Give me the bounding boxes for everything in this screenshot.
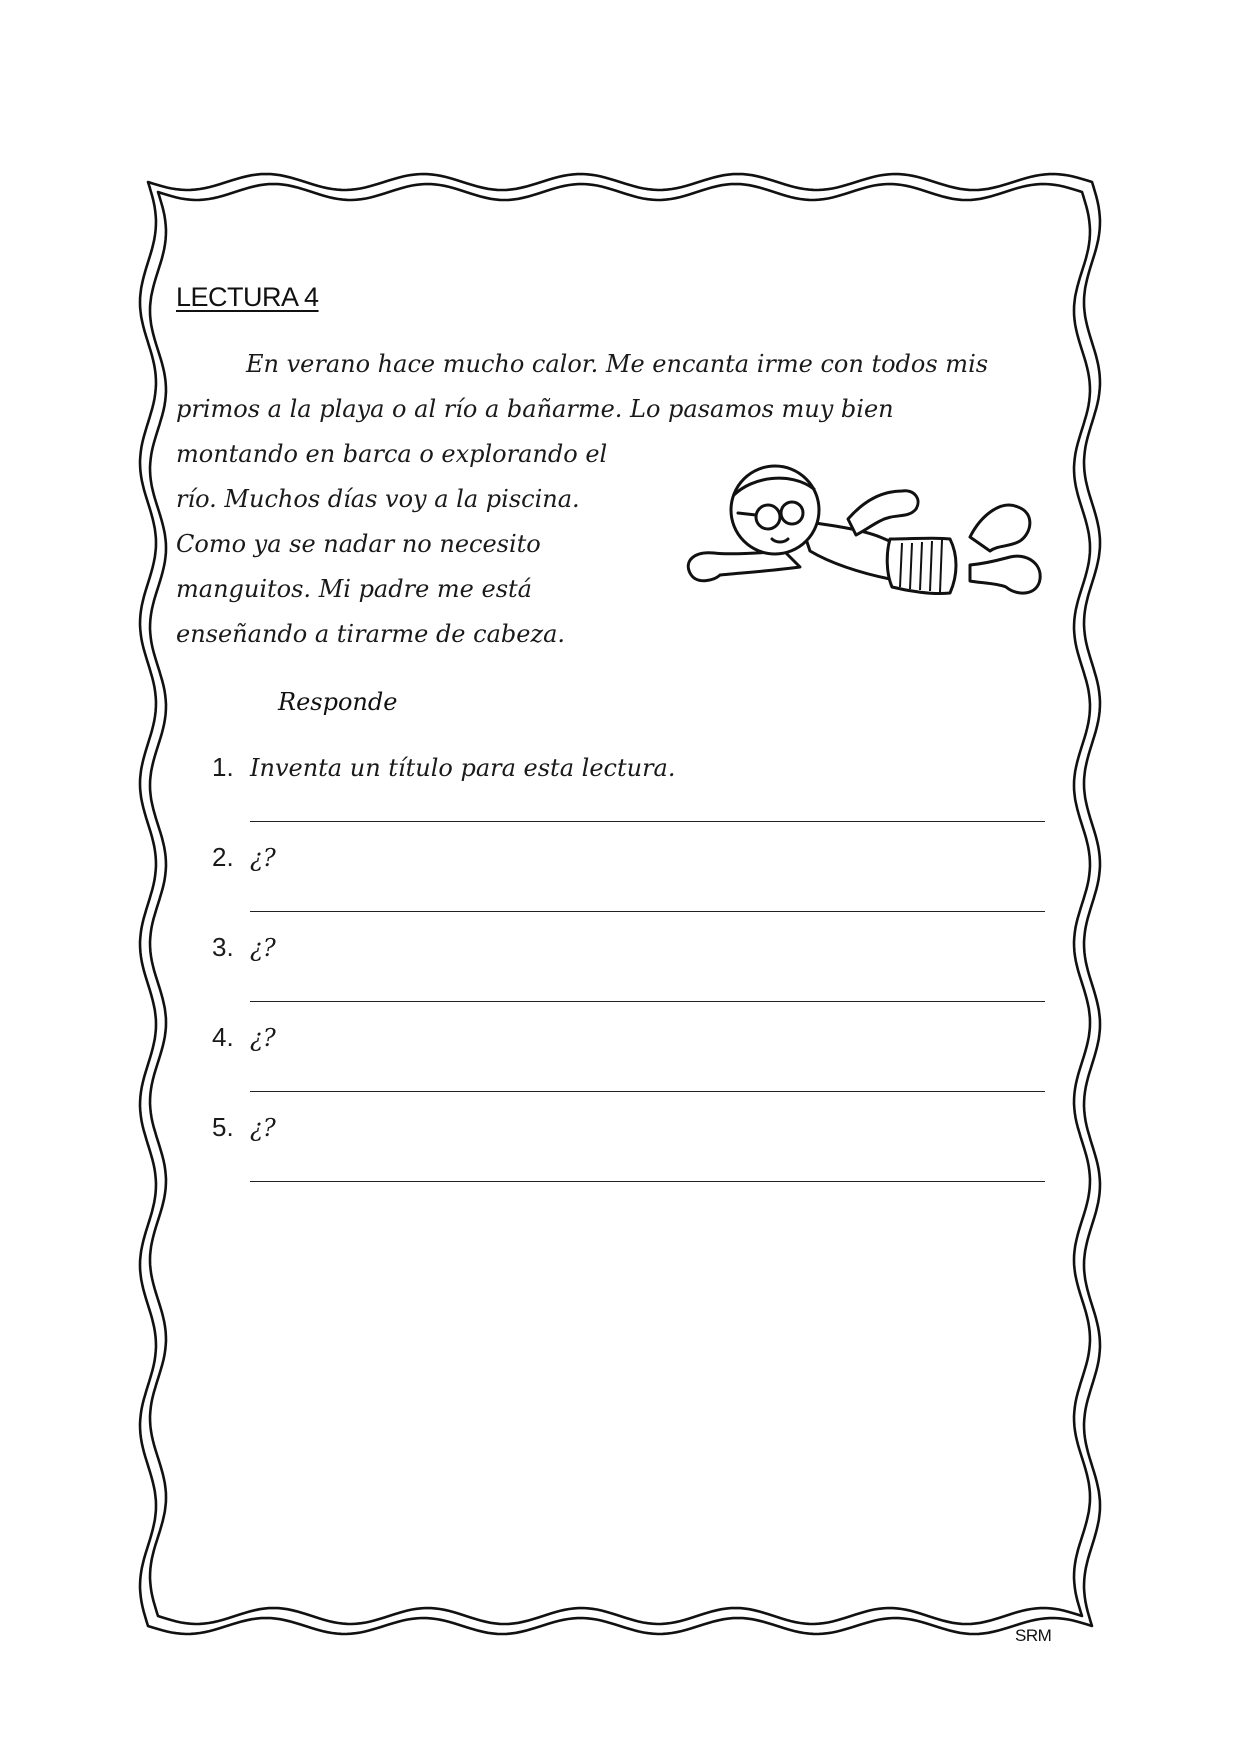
page-title: LECTURA 4: [176, 282, 319, 312]
question-text: Inventa un título para esta lectura.: [250, 754, 676, 782]
question-text: ¿?: [250, 934, 276, 962]
reading-line-7: enseñando a tirarme de cabeza.: [176, 620, 566, 648]
answer-line[interactable]: [250, 1091, 1045, 1092]
question-number: 1.: [212, 752, 234, 782]
responde-heading: Responde: [278, 688, 398, 716]
question-number: 5.: [212, 1112, 234, 1142]
reading-line-3: montando en barca o explorando el: [176, 440, 608, 468]
answer-line[interactable]: [250, 911, 1045, 912]
reading-line-2: primos a la playa o al río a bañarme. Lo pasamos muy bien: [176, 395, 894, 423]
answer-line[interactable]: [250, 1181, 1045, 1182]
question-number: 2.: [212, 842, 234, 872]
reading-line-5: Como ya se nadar no necesito: [176, 530, 541, 558]
question-number: 4.: [212, 1022, 234, 1052]
reading-line-4: río. Muchos días voy a la piscina.: [176, 485, 580, 513]
question-text: ¿?: [250, 1114, 276, 1142]
question-text: ¿?: [250, 844, 276, 872]
swimming-child-illustration: [680, 455, 1060, 635]
border-outer-line: [140, 174, 1100, 1634]
reading-line-6: manguitos. Mi padre me está: [176, 575, 532, 603]
reading-line-1: En verano hace mucho calor. Me encanta irme con todos mis: [246, 350, 989, 378]
footer-initials: SRM: [1015, 1626, 1052, 1645]
question-number: 3.: [212, 932, 234, 962]
answer-line[interactable]: [250, 821, 1045, 822]
question-text: ¿?: [250, 1024, 276, 1052]
answer-line[interactable]: [250, 1001, 1045, 1002]
